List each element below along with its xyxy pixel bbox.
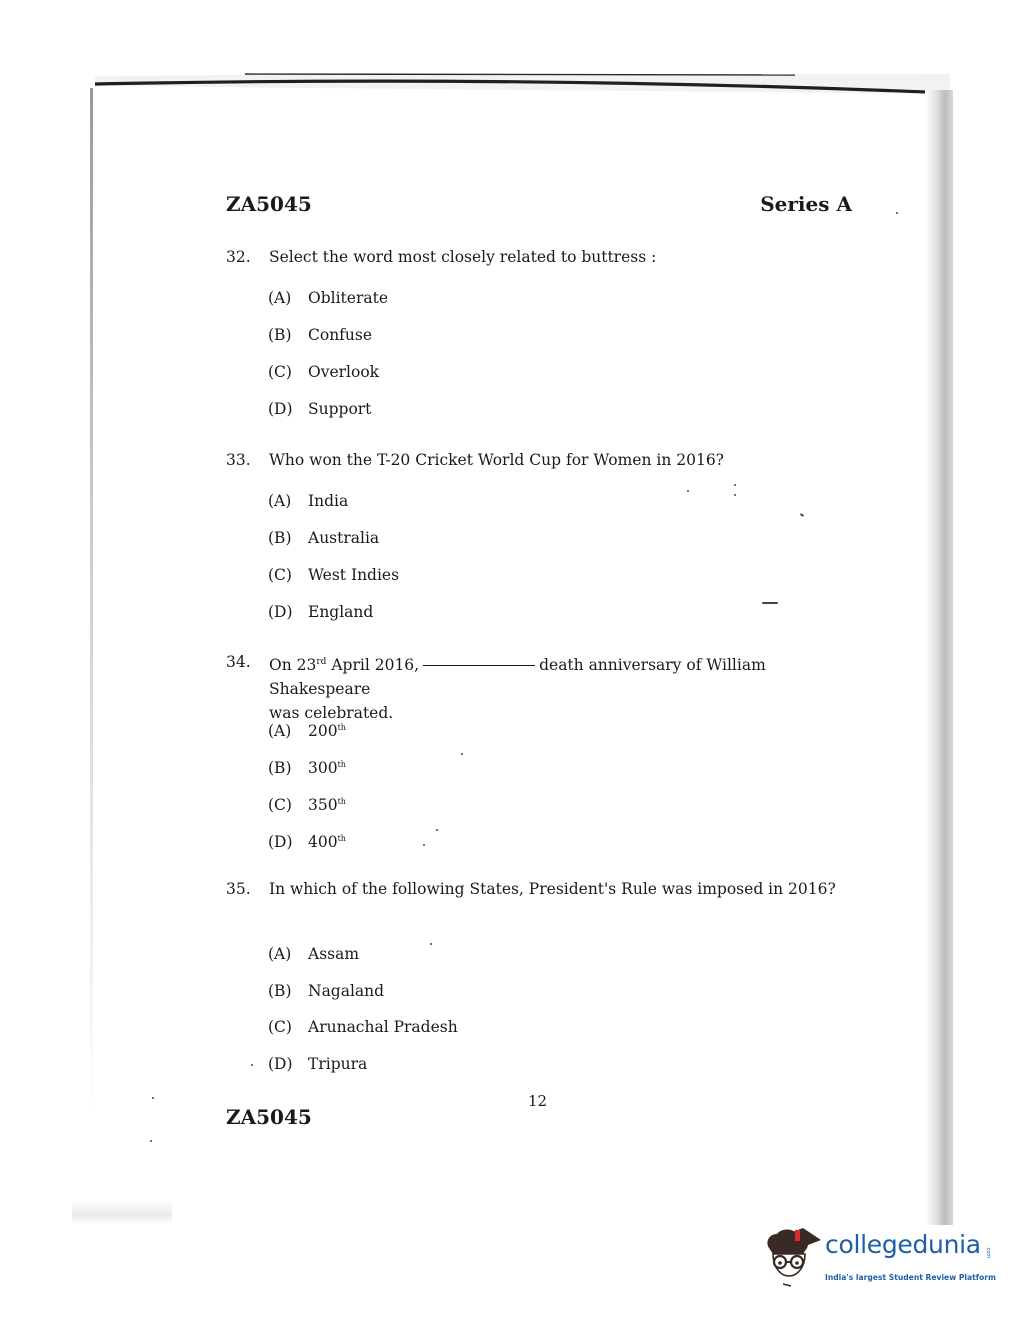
option-35-c xyxy=(268,1015,458,1039)
option-35-a xyxy=(268,942,359,966)
question-text-start: On 23 xyxy=(269,656,317,675)
option-text: Tripura xyxy=(308,1055,368,1073)
question-35 xyxy=(226,877,852,925)
question-text: Select the word most closely related to buttress : xyxy=(269,248,657,266)
question-text: Who won the T-20 Cricket World Cup for Women in 2016? xyxy=(269,451,724,469)
scan-speck xyxy=(734,484,736,486)
scan-edge-right xyxy=(925,90,953,1225)
option-text: Nagaland xyxy=(308,982,385,1000)
logo-tagline: India's largest Student Review Platform xyxy=(825,1273,996,1282)
option-label: (C) xyxy=(268,1018,292,1036)
question-text-end: death anniversary of William Shakespeare xyxy=(269,656,766,699)
option-33-c xyxy=(268,563,399,587)
option-text: Assam xyxy=(308,945,360,963)
page-header xyxy=(226,192,852,222)
scan-speck xyxy=(251,1064,253,1066)
option-32-d xyxy=(268,397,371,421)
option-text: 300 xyxy=(308,759,338,778)
option-label: (C) xyxy=(268,363,292,381)
option-35-b xyxy=(268,979,384,1003)
option-32-b xyxy=(268,323,372,347)
option-text: Arunachal Pradesh xyxy=(308,1018,458,1036)
question-34 xyxy=(226,650,852,723)
scan-speck xyxy=(762,602,778,604)
option-label: (D) xyxy=(268,603,293,621)
option-text: England xyxy=(308,603,374,621)
question-number: 32. xyxy=(226,248,251,266)
scan-speck xyxy=(734,494,736,496)
scan-speck xyxy=(800,513,804,517)
question-number: 34. xyxy=(226,653,251,671)
scan-speck xyxy=(430,943,432,945)
option-text: West Indies xyxy=(308,566,400,584)
option-text: 400 xyxy=(308,833,338,852)
graduate-cap-glasses-icon xyxy=(763,1224,821,1288)
ordinal-suffix: th xyxy=(337,797,346,806)
question-text: In which of the following States, President's Rule was imposed in 2016? xyxy=(269,880,836,898)
logo-domain: .com xyxy=(985,1246,991,1259)
option-text: Australia xyxy=(308,529,380,547)
option-32-a xyxy=(268,286,388,310)
option-label: (B) xyxy=(268,529,292,547)
logo-wordmark: collegedunia xyxy=(825,1230,981,1259)
option-text: Obliterate xyxy=(308,289,388,307)
question-text xyxy=(269,650,852,725)
paper-code: ZA5045 xyxy=(226,192,312,216)
option-label: (C) xyxy=(268,566,292,584)
option-label: (C) xyxy=(268,796,292,815)
option-label: (D) xyxy=(268,1055,293,1073)
option-text: 200 xyxy=(308,722,338,741)
scan-speck xyxy=(152,1097,154,1099)
option-34-b xyxy=(268,753,346,780)
option-label: (A) xyxy=(268,722,292,741)
option-text: Overlook xyxy=(308,363,380,381)
option-34-d xyxy=(268,827,346,854)
option-33-d xyxy=(268,600,373,624)
option-text: 350 xyxy=(308,796,338,815)
collegedunia-logo xyxy=(763,1224,996,1290)
scan-edge-bottom xyxy=(72,1200,172,1224)
ordinal-suffix: th xyxy=(337,834,346,843)
scan-speck xyxy=(687,490,689,492)
option-label: (D) xyxy=(268,833,293,852)
option-text: Support xyxy=(308,400,372,418)
option-label: (B) xyxy=(268,759,292,778)
scan-speck xyxy=(461,753,463,755)
question-32 xyxy=(226,245,852,269)
option-label: (B) xyxy=(268,982,292,1000)
option-34-a xyxy=(268,716,346,743)
scan-edge-top xyxy=(95,72,950,96)
answer-blank xyxy=(423,665,535,666)
option-label: (A) xyxy=(268,492,292,510)
option-label: (B) xyxy=(268,326,292,344)
scan-speck xyxy=(896,212,898,214)
ordinal-suffix: rd xyxy=(316,657,327,667)
option-label: (A) xyxy=(268,945,292,963)
scan-speck xyxy=(436,829,438,831)
option-32-c xyxy=(268,360,379,384)
page-number: 12 xyxy=(528,1092,548,1110)
series-label: Series A xyxy=(760,192,852,216)
ordinal-suffix: th xyxy=(337,760,346,769)
scan-speck xyxy=(423,844,425,846)
option-33-a xyxy=(268,489,348,513)
option-35-d xyxy=(268,1052,367,1076)
question-number: 35. xyxy=(226,880,251,898)
scan-edge-left xyxy=(90,88,93,1118)
question-number: 33. xyxy=(226,451,251,469)
option-34-c xyxy=(268,790,346,817)
option-33-b xyxy=(268,526,379,550)
option-text: India xyxy=(308,492,349,510)
scan-speck xyxy=(150,1140,152,1142)
option-text: Confuse xyxy=(308,326,373,344)
question-text-date: April 2016, xyxy=(326,656,420,675)
question-text-line2: was celebrated. xyxy=(269,704,394,723)
ordinal-suffix: th xyxy=(337,723,346,732)
footer-paper-code: ZA5045 xyxy=(226,1105,312,1129)
question-33 xyxy=(226,448,852,472)
option-label: (A) xyxy=(268,289,292,307)
option-label: (D) xyxy=(268,400,293,418)
